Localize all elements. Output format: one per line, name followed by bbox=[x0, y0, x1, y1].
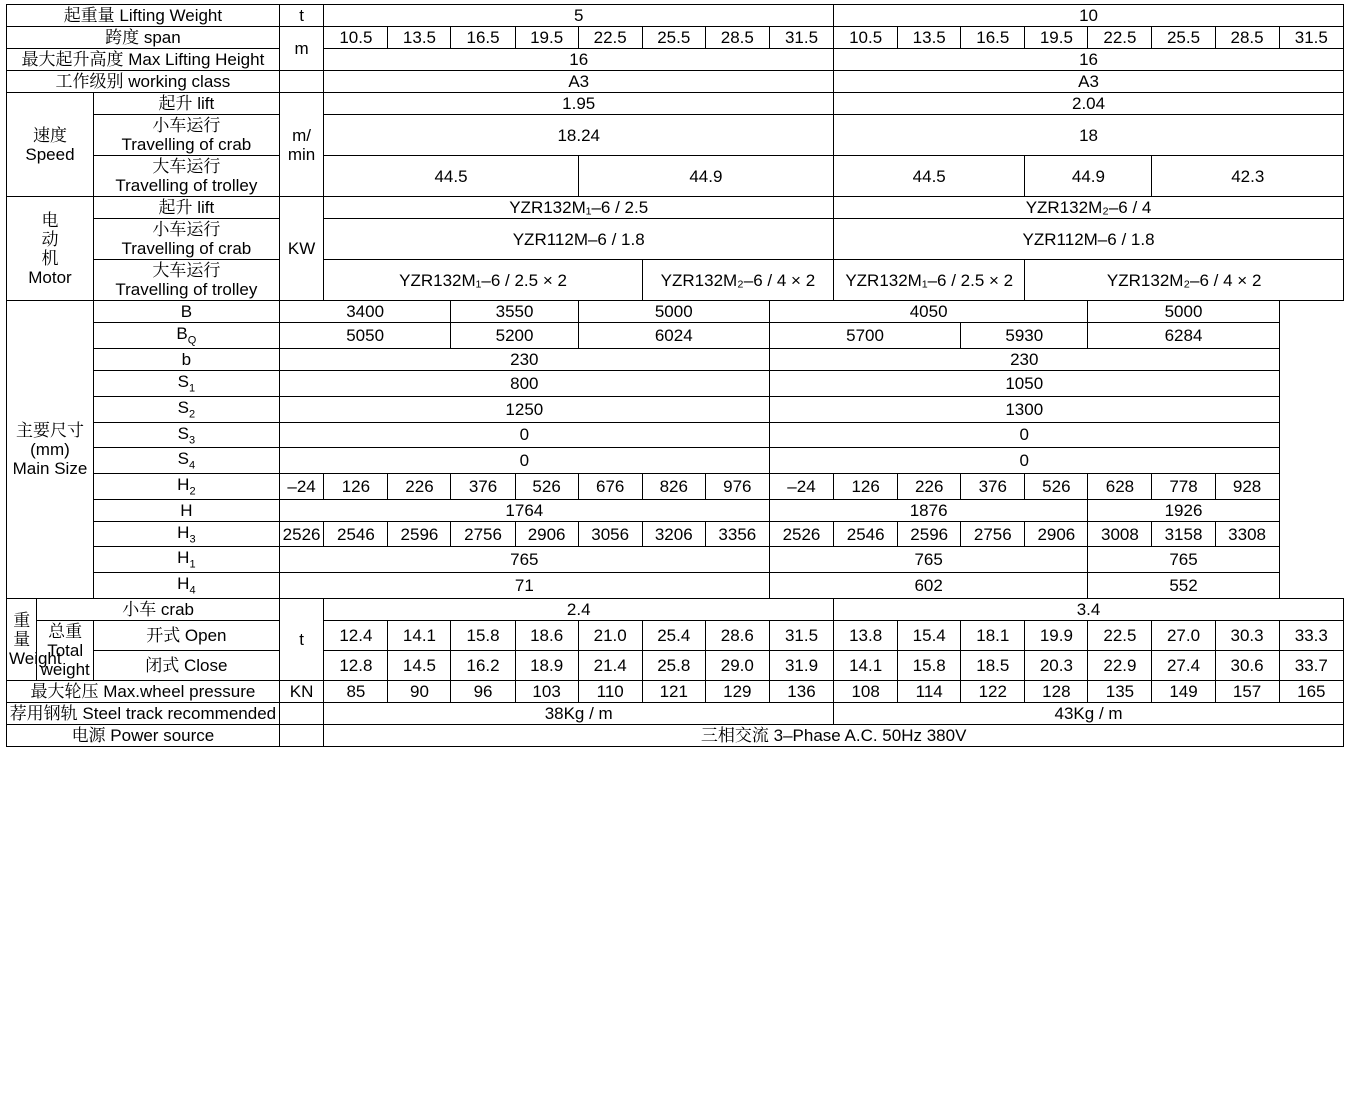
wheel-pressure-10t-cell: 114 bbox=[898, 680, 961, 702]
main-size-symbol-B: B bbox=[93, 301, 279, 323]
S3-5t: 0 bbox=[279, 422, 769, 448]
weight-crab-label: 小车 crab bbox=[37, 598, 279, 620]
main-size-label bbox=[7, 301, 94, 598]
spec-sheet bbox=[0, 4, 1352, 1095]
weight-open-5t-cell: 14.1 bbox=[388, 620, 451, 650]
motor-crab-10t: YZR112M–6 / 1.8 bbox=[834, 219, 1344, 260]
wheel-pressure-10t-cell: 149 bbox=[1152, 680, 1215, 702]
table-row bbox=[7, 93, 1344, 115]
main-size-symbol-S2 bbox=[93, 396, 279, 422]
S4-5t: 0 bbox=[279, 448, 769, 474]
H-10t-b: 1926 bbox=[1088, 499, 1279, 521]
span-5t-cell: 28.5 bbox=[705, 27, 769, 49]
S1-5t: 800 bbox=[279, 371, 769, 397]
H2-10t-cell: 126 bbox=[834, 474, 898, 500]
weight-close-5t-cell: 21.4 bbox=[578, 650, 642, 680]
table-row bbox=[7, 197, 1344, 219]
H3-5t-cell: 3206 bbox=[642, 521, 705, 547]
steel-track-label: 荐用钢轨 Steel track recommended bbox=[7, 703, 280, 725]
weight-close-5t-cell: 12.8 bbox=[324, 650, 388, 680]
table-row bbox=[7, 5, 1344, 27]
BQ-5t-b: 5200 bbox=[451, 323, 578, 349]
H2-5t-cell: 826 bbox=[642, 474, 705, 500]
working-class-10t: A3 bbox=[834, 71, 1344, 93]
table-row bbox=[7, 349, 1344, 371]
b-10t: 230 bbox=[769, 349, 1279, 371]
specification-table bbox=[6, 4, 1344, 747]
H3-10t-cell: 2526 bbox=[769, 521, 833, 547]
table-row bbox=[7, 156, 1344, 197]
H4-10t-a: 602 bbox=[769, 573, 1088, 599]
H3-10t-cell: 2596 bbox=[898, 521, 961, 547]
table-row bbox=[7, 371, 1344, 397]
weight-open-5t-cell: 15.8 bbox=[451, 620, 515, 650]
speed-crab-10t: 18 bbox=[834, 115, 1344, 156]
weight-total-en1: Total bbox=[47, 640, 84, 660]
weight-open-5t-cell: 12.4 bbox=[324, 620, 388, 650]
steel-track-10t: 43Kg / m bbox=[834, 703, 1344, 725]
speed-group-en: Speed bbox=[25, 144, 75, 164]
weight-group-cn: 重量 bbox=[13, 610, 31, 649]
motor-lift-label: 起升 lift bbox=[93, 197, 279, 219]
span-10t-cell: 22.5 bbox=[1088, 27, 1152, 49]
motor-crab-5t: YZR112M–6 / 1.8 bbox=[324, 219, 834, 260]
motor-trolley-10t-b: YZR132M₂–6 / 4 × 2 bbox=[1025, 260, 1344, 301]
weight-close-5t-cell: 18.9 bbox=[515, 650, 578, 680]
weight-total-cn: 总重 bbox=[48, 621, 83, 641]
H4-10t-b: 552 bbox=[1088, 573, 1279, 599]
H2-5t-cell: 676 bbox=[578, 474, 642, 500]
motor-trolley-10t-a: YZR132M₁–6 / 2.5 × 2 bbox=[834, 260, 1025, 301]
H2-10t-cell: 226 bbox=[898, 474, 961, 500]
span-label: 跨度 span bbox=[7, 27, 280, 49]
wheel-pressure-label: 最大轮压 Max.wheel pressure bbox=[7, 680, 280, 702]
main-size-symbol-S3 bbox=[93, 422, 279, 448]
weight-close-5t-cell: 31.9 bbox=[769, 650, 833, 680]
weight-open-5t-cell: 25.4 bbox=[642, 620, 705, 650]
speed-unit-line2: min bbox=[287, 144, 316, 164]
H2-10t-cell: 928 bbox=[1215, 474, 1279, 500]
weight-open-10t-cell: 30.3 bbox=[1215, 620, 1279, 650]
main-size-symbol-b: b bbox=[93, 349, 279, 371]
motor-trolley-label-en: Travelling of trolley bbox=[115, 280, 258, 300]
motor-trolley-label-cn: 大车运行 bbox=[152, 261, 221, 281]
sym: S bbox=[177, 449, 189, 469]
speed-lift-5t: 1.95 bbox=[324, 93, 834, 115]
motor-crab-label-cn: 小车运行 bbox=[152, 220, 221, 240]
H2-10t-cell: –24 bbox=[769, 474, 833, 500]
span-10t-cell: 19.5 bbox=[1025, 27, 1088, 49]
H2-10t-cell: 628 bbox=[1088, 474, 1152, 500]
sym: H bbox=[177, 522, 190, 542]
S2-10t: 1300 bbox=[769, 396, 1279, 422]
H1-10t-a: 765 bbox=[769, 547, 1088, 573]
table-row bbox=[7, 598, 1344, 620]
weight-close-label: 闭式 Close bbox=[93, 650, 279, 680]
H2-10t-cell: 376 bbox=[961, 474, 1025, 500]
speed-group-cn: 速度 bbox=[32, 125, 67, 145]
weight-close-5t-cell: 16.2 bbox=[451, 650, 515, 680]
H2-10t-cell: 526 bbox=[1025, 474, 1088, 500]
weight-close-10t-cell: 30.6 bbox=[1215, 650, 1279, 680]
main-size-symbol-H1 bbox=[93, 547, 279, 573]
sym: H bbox=[177, 548, 190, 568]
H3-5t-cell: 2906 bbox=[515, 521, 578, 547]
S2-5t: 1250 bbox=[279, 396, 769, 422]
H3-10t-cell: 3308 bbox=[1215, 521, 1279, 547]
weight-open-10t-cell: 18.1 bbox=[961, 620, 1025, 650]
power-source-unit bbox=[279, 725, 324, 747]
table-row bbox=[7, 573, 1344, 599]
B-5t-c: 5000 bbox=[578, 301, 769, 323]
wheel-pressure-5t-cell: 129 bbox=[705, 680, 769, 702]
working-class-5t: A3 bbox=[324, 71, 834, 93]
BQ-10t-b: 5930 bbox=[961, 323, 1088, 349]
table-row bbox=[7, 115, 1344, 156]
speed-crab-5t: 18.24 bbox=[324, 115, 834, 156]
table-row bbox=[7, 219, 1344, 260]
span-5t-cell: 10.5 bbox=[324, 27, 388, 49]
b-5t: 230 bbox=[279, 349, 769, 371]
weight-open-10t-cell: 22.5 bbox=[1088, 620, 1152, 650]
motor-group-cn3: 机 bbox=[41, 248, 59, 268]
speed-trolley-10t-a: 44.5 bbox=[834, 156, 1025, 197]
H2-5t-cell: 226 bbox=[388, 474, 451, 500]
weight-open-5t-cell: 28.6 bbox=[705, 620, 769, 650]
wheel-pressure-10t-cell: 165 bbox=[1279, 680, 1343, 702]
steel-track-unit bbox=[279, 703, 324, 725]
sym: S bbox=[177, 423, 189, 443]
lifting-weight-label: 起重量 Lifting Weight bbox=[7, 5, 280, 27]
motor-unit: KW bbox=[279, 197, 324, 301]
table-row bbox=[7, 422, 1344, 448]
weight-open-10t-cell: 13.8 bbox=[834, 620, 898, 650]
main-size-symbol-H2 bbox=[93, 474, 279, 500]
lifting-weight-unit: t bbox=[279, 5, 324, 27]
weight-open-5t-cell: 21.0 bbox=[578, 620, 642, 650]
H2-5t-cell: –24 bbox=[279, 474, 324, 500]
span-5t-cell: 31.5 bbox=[769, 27, 833, 49]
wheel-pressure-5t-cell: 103 bbox=[515, 680, 578, 702]
sub: 3 bbox=[189, 533, 196, 546]
sub: 1 bbox=[188, 382, 196, 395]
span-5t-cell: 16.5 bbox=[451, 27, 515, 49]
S4-10t: 0 bbox=[769, 448, 1279, 474]
weight-open-5t-cell: 31.5 bbox=[769, 620, 833, 650]
power-source-label: 电源 Power source bbox=[7, 725, 280, 747]
lifting-weight-5t: 5 bbox=[324, 5, 834, 27]
H-10t-a: 1876 bbox=[769, 499, 1088, 521]
span-unit: m bbox=[279, 27, 324, 71]
wheel-pressure-5t-cell: 136 bbox=[769, 680, 833, 702]
H3-5t-cell: 2756 bbox=[451, 521, 515, 547]
table-row bbox=[7, 27, 1344, 49]
BQ-10t-a: 5700 bbox=[769, 323, 960, 349]
table-row bbox=[7, 499, 1344, 521]
sub: 2 bbox=[188, 408, 196, 421]
motor-lift-10t: YZR132M₂–6 / 4 bbox=[834, 197, 1344, 219]
motor-trolley-5t-b: YZR132M₂–6 / 4 × 2 bbox=[642, 260, 833, 301]
main-size-symbol-S1 bbox=[93, 371, 279, 397]
H2-5t-cell: 976 bbox=[705, 474, 769, 500]
working-class-unit bbox=[279, 71, 324, 93]
wheel-pressure-10t-cell: 122 bbox=[961, 680, 1025, 702]
H2-10t-cell: 778 bbox=[1152, 474, 1215, 500]
weight-open-10t-cell: 19.9 bbox=[1025, 620, 1088, 650]
span-5t-cell: 22.5 bbox=[578, 27, 642, 49]
speed-trolley-label-en: Travelling of trolley bbox=[115, 176, 258, 196]
main-size-symbol-H3 bbox=[93, 521, 279, 547]
table-row bbox=[7, 396, 1344, 422]
span-5t-cell: 25.5 bbox=[642, 27, 705, 49]
weight-close-5t-cell: 25.8 bbox=[642, 650, 705, 680]
lifting-weight-10t: 10 bbox=[834, 5, 1344, 27]
speed-trolley-10t-c: 42.3 bbox=[1152, 156, 1344, 197]
sym: S bbox=[177, 397, 189, 417]
max-lifting-height-label: 最大起升高度 Max Lifting Height bbox=[7, 49, 280, 71]
speed-trolley-5t-b: 44.9 bbox=[578, 156, 833, 197]
table-row bbox=[7, 323, 1344, 349]
sym: B bbox=[176, 324, 188, 344]
table-row bbox=[7, 703, 1344, 725]
S3-10t: 0 bbox=[769, 422, 1279, 448]
motor-crab-label bbox=[93, 219, 279, 260]
speed-crab-label-cn: 小车运行 bbox=[152, 116, 221, 136]
table-row bbox=[7, 521, 1344, 547]
wheel-pressure-5t-cell: 121 bbox=[642, 680, 705, 702]
table-row bbox=[7, 650, 1344, 680]
power-source-value: 三相交流 3–Phase A.C. 50Hz 380V bbox=[324, 725, 1344, 747]
speed-crab-label-en: Travelling of crab bbox=[121, 135, 252, 155]
main-size-label-cn: 主要尺寸(mm) bbox=[15, 421, 84, 460]
table-row bbox=[7, 71, 1344, 93]
BQ-5t-a: 5050 bbox=[279, 323, 451, 349]
H3-10t-cell: 2906 bbox=[1025, 521, 1088, 547]
B-5t-b: 3550 bbox=[451, 301, 578, 323]
wheel-pressure-10t-cell: 108 bbox=[834, 680, 898, 702]
motor-trolley-label bbox=[93, 260, 279, 301]
weight-open-5t-cell: 18.6 bbox=[515, 620, 578, 650]
motor-group-cn2: 动 bbox=[41, 229, 59, 249]
weight-open-10t-cell: 33.3 bbox=[1279, 620, 1343, 650]
working-class-label: 工作级别 working class bbox=[7, 71, 280, 93]
H2-5t-cell: 126 bbox=[324, 474, 388, 500]
sym: S bbox=[177, 372, 189, 392]
weight-unit: t bbox=[279, 598, 324, 680]
sub: 3 bbox=[188, 434, 196, 446]
weight-close-10t-cell: 15.8 bbox=[898, 650, 961, 680]
H-5t: 1764 bbox=[279, 499, 769, 521]
speed-trolley-5t-a: 44.5 bbox=[324, 156, 578, 197]
H1-10t-b: 765 bbox=[1088, 547, 1279, 573]
weight-close-10t-cell: 18.5 bbox=[961, 650, 1025, 680]
table-row bbox=[7, 474, 1344, 500]
sub: Q bbox=[187, 334, 197, 347]
speed-unit-line1: m/ bbox=[292, 125, 312, 145]
wheel-pressure-unit: KN bbox=[279, 680, 324, 702]
H2-5t-cell: 376 bbox=[451, 474, 515, 500]
main-size-symbol-S4 bbox=[93, 448, 279, 474]
table-row bbox=[7, 547, 1344, 573]
H3-5t-cell: 2546 bbox=[324, 521, 388, 547]
main-size-symbol-H4 bbox=[93, 573, 279, 599]
table-row bbox=[7, 49, 1344, 71]
sym: H bbox=[177, 574, 190, 594]
weight-open-label: 开式 Open bbox=[93, 620, 279, 650]
H1-5t: 765 bbox=[279, 547, 769, 573]
span-10t-cell: 10.5 bbox=[834, 27, 898, 49]
BQ-10t-c: 6284 bbox=[1088, 323, 1279, 349]
weight-open-10t-cell: 15.4 bbox=[898, 620, 961, 650]
H3-10t-cell: 3008 bbox=[1088, 521, 1152, 547]
sub: 4 bbox=[189, 584, 196, 597]
H2-5t-cell: 526 bbox=[515, 474, 578, 500]
span-10t-cell: 31.5 bbox=[1279, 27, 1343, 49]
main-size-symbol-BQ bbox=[93, 323, 279, 349]
weight-open-10t-cell: 27.0 bbox=[1152, 620, 1215, 650]
motor-crab-label-en: Travelling of crab bbox=[121, 239, 252, 259]
H4-5t: 71 bbox=[279, 573, 769, 599]
weight-crab-5t: 2.4 bbox=[324, 598, 834, 620]
weight-close-5t-cell: 14.5 bbox=[388, 650, 451, 680]
B-10t-b: 5000 bbox=[1088, 301, 1279, 323]
wheel-pressure-5t-cell: 110 bbox=[578, 680, 642, 702]
wheel-pressure-5t-cell: 96 bbox=[451, 680, 515, 702]
speed-trolley-10t-b: 44.9 bbox=[1025, 156, 1152, 197]
sub: 2 bbox=[189, 485, 196, 498]
motor-lift-5t: YZR132M₁–6 / 2.5 bbox=[324, 197, 834, 219]
table-row bbox=[7, 301, 1344, 323]
wheel-pressure-10t-cell: 128 bbox=[1025, 680, 1088, 702]
wheel-pressure-10t-cell: 157 bbox=[1215, 680, 1279, 702]
H3-10t-cell: 2546 bbox=[834, 521, 898, 547]
S1-10t: 1050 bbox=[769, 371, 1279, 397]
BQ-5t-c: 6024 bbox=[578, 323, 769, 349]
wheel-pressure-5t-cell: 85 bbox=[324, 680, 388, 702]
H3-5t-cell: 2526 bbox=[279, 521, 324, 547]
H3-5t-cell: 3056 bbox=[578, 521, 642, 547]
weight-close-5t-cell: 29.0 bbox=[705, 650, 769, 680]
speed-trolley-label bbox=[93, 156, 279, 197]
span-5t-cell: 13.5 bbox=[388, 27, 451, 49]
span-10t-cell: 28.5 bbox=[1215, 27, 1279, 49]
speed-trolley-label-cn: 大车运行 bbox=[152, 157, 221, 177]
motor-group-cn1: 电 bbox=[41, 210, 59, 230]
wheel-pressure-5t-cell: 90 bbox=[388, 680, 451, 702]
span-10t-cell: 16.5 bbox=[961, 27, 1025, 49]
speed-lift-label: 起升 lift bbox=[93, 93, 279, 115]
weight-close-10t-cell: 22.9 bbox=[1088, 650, 1152, 680]
speed-crab-label bbox=[93, 115, 279, 156]
table-row bbox=[7, 448, 1344, 474]
H3-10t-cell: 3158 bbox=[1152, 521, 1215, 547]
weight-close-10t-cell: 27.4 bbox=[1152, 650, 1215, 680]
H3-5t-cell: 2596 bbox=[388, 521, 451, 547]
weight-group-en: Weight bbox=[9, 648, 62, 668]
span-5t-cell: 19.5 bbox=[515, 27, 578, 49]
H3-5t-cell: 3356 bbox=[705, 521, 769, 547]
wheel-pressure-10t-cell: 135 bbox=[1088, 680, 1152, 702]
table-row bbox=[7, 260, 1344, 301]
sym: H bbox=[177, 475, 190, 495]
max-lifting-height-5t: 16 bbox=[324, 49, 834, 71]
main-size-label-en: Main Size bbox=[12, 459, 88, 479]
motor-group-en: Motor bbox=[28, 267, 72, 287]
span-10t-cell: 25.5 bbox=[1152, 27, 1215, 49]
weight-crab-10t: 3.4 bbox=[834, 598, 1344, 620]
weight-close-10t-cell: 20.3 bbox=[1025, 650, 1088, 680]
speed-unit bbox=[279, 93, 324, 197]
speed-group-label bbox=[7, 93, 94, 197]
speed-lift-10t: 2.04 bbox=[834, 93, 1344, 115]
max-lifting-height-10t: 16 bbox=[834, 49, 1344, 71]
main-size-symbol-H: H bbox=[93, 499, 279, 521]
span-10t-cell: 13.5 bbox=[898, 27, 961, 49]
weight-group-label bbox=[7, 598, 62, 680]
H3-10t-cell: 2756 bbox=[961, 521, 1025, 547]
steel-track-5t: 38Kg / m bbox=[324, 703, 834, 725]
sub: 1 bbox=[189, 558, 196, 571]
B-5t-a: 3400 bbox=[279, 301, 451, 323]
weight-close-10t-cell: 33.7 bbox=[1279, 650, 1343, 680]
motor-trolley-5t-a: YZR132M₁–6 / 2.5 × 2 bbox=[324, 260, 642, 301]
motor-group-label bbox=[7, 197, 94, 301]
table-row bbox=[7, 620, 1344, 650]
weight-total-en2: weight bbox=[40, 659, 90, 679]
table-row bbox=[7, 680, 1344, 702]
B-10t-a: 4050 bbox=[769, 301, 1088, 323]
table-row bbox=[7, 725, 1344, 747]
sub: 4 bbox=[188, 459, 196, 472]
weight-close-10t-cell: 14.1 bbox=[834, 650, 898, 680]
